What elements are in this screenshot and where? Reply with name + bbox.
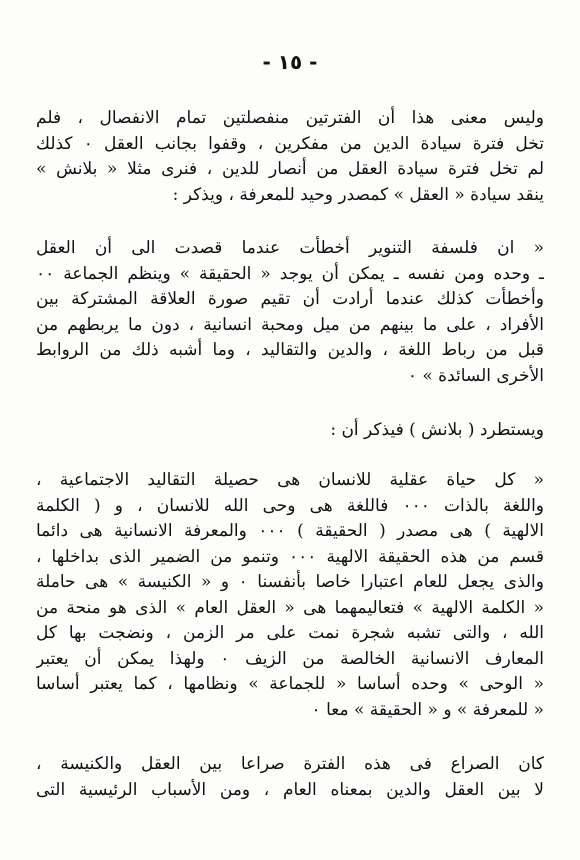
text-line: ينقد سيادة « العقل » كمصدر وحيد للمعرفة ، ويذكر : <box>172 184 544 205</box>
text-line: لم تخل فترة سيادة العقل من أنصار للدين ، فنرى مثلا « بلانش » <box>36 159 544 179</box>
text-line: وليس معنى هذا أن الفترتين منفصلتين تمام الانفصال ، فلم <box>36 108 544 128</box>
text-line: كان الصراع فى هذه الفترة صراعا بين العقل والكنيسة ، <box>36 754 544 774</box>
text-line: ـ وحده ومن نفسه ـ يمكن أن يوجد « الحقيقة » وينظم الجماعة ٠٠ <box>36 263 544 284</box>
text-line: واللغة بالذات ٠٠٠ فاللغة هى وحى الله للانسان ، و ( الكلمة <box>36 495 544 516</box>
text-line: قسم من هذه الحقيقة الالهية ٠٠٠ وتنمو من الضمير الذى بداخلها ، <box>36 546 544 567</box>
text-line: « الكلمة الالهية » فتعاليمهما هى « العقل العام » الذى هو منحة من <box>36 597 544 618</box>
text-line: « ان فلسفة التنوير أخطأت عندما قصدت الى أن العقل <box>36 238 544 258</box>
text-line: الله ، والتى تشبه شجرة نمت على مر الزمن ، ونضجت بها كل <box>36 623 544 643</box>
text-line: « كل حياة عقلية للانسان هى حصيلة التقاليد الاجتماعية ، <box>36 470 544 490</box>
text-line: وأخطأت كذلك عندما أرادت أن تقيم صورة العلاقة المشتركة بين <box>36 289 544 309</box>
text-line: الأخرى السائدة » ٠ <box>407 365 544 386</box>
paragraph-conclusion <box>36 752 544 803</box>
text-line: « الوحى » وحده أساسا « للجماعة » ونظامها ، كما يعتبر أساسا <box>36 674 544 694</box>
page-number: - ١٥ - <box>262 50 318 74</box>
text-line: لا بين العقل والدين بمعناه العام ، ومن الأسباب الرئيسية التى <box>36 779 544 800</box>
paragraph-quote-revelation <box>36 468 544 723</box>
text-line: الأفراد ، على ما بينهم من ميل ومحبة انسانية ، دون ما يربطهم من <box>36 314 544 335</box>
text-line: المعارف الانسانية الخالصة من الزيف ٠ ولهذا يمكن أن يعتبر <box>36 648 544 669</box>
paragraph-quote-enlightenment <box>36 236 544 389</box>
paragraph-intro <box>36 106 544 208</box>
text-line: ويستطرد ( بلانش ) فيذكر أن : <box>330 420 544 440</box>
text-line: قبل من رباط اللغة ، والدين والتقاليد ، وما أشبه ذلك من الروابط <box>36 340 544 360</box>
text-line: والذى يجعل للعام اعتبارا خاصا بأنفسنا ٠ و « الكنيسة » هى حاملة <box>36 572 544 592</box>
paragraph-transition <box>36 418 544 444</box>
text-line: تخل فترة سيادة الدين من مفكرين ، وقفوا بجانب العقل ٠ كذلك <box>36 133 544 154</box>
text-line: « للمعرفة » و « الحقيقة » معا ٠ <box>311 699 544 720</box>
text-line: الالهية ) هى مصدر ( الحقيقة ) ٠٠٠ والمعرفة الانسانية هى دائما <box>36 521 544 541</box>
